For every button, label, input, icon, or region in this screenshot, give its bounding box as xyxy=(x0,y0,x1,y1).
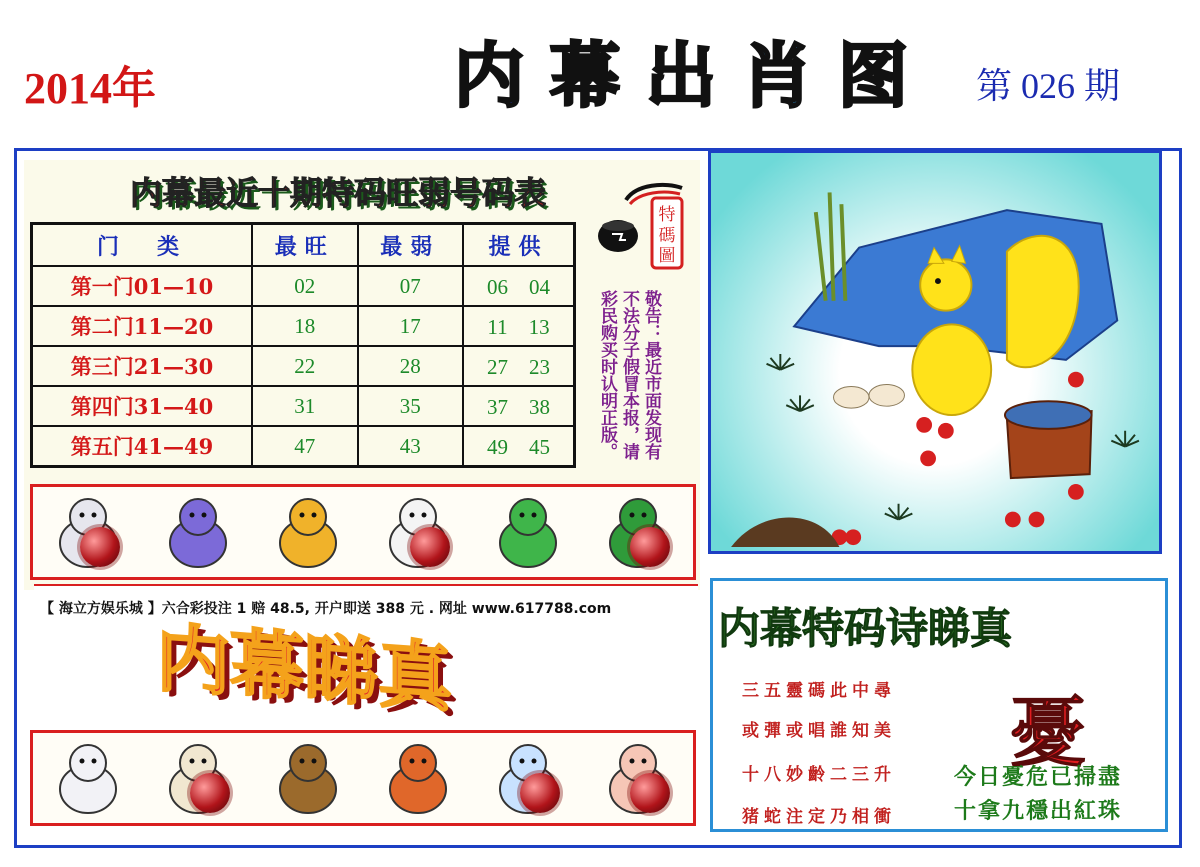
dog-icon xyxy=(478,735,578,821)
basket-water xyxy=(1005,401,1092,429)
squirrel-eye xyxy=(935,278,941,284)
column-header: 提供 xyxy=(463,224,574,267)
ox-icon xyxy=(148,489,248,575)
cold-cell: 17 xyxy=(358,306,464,346)
number-table xyxy=(30,222,576,468)
red-ball-icon xyxy=(80,527,120,567)
cold-cell: 43 xyxy=(358,426,464,467)
table-row xyxy=(32,426,575,467)
zodiac-panel-top xyxy=(30,484,696,580)
red-ball-icon xyxy=(630,527,670,567)
table-title: 内幕最近十期特码旺弱号码表 xyxy=(130,174,547,212)
squirrel-body xyxy=(912,324,991,415)
hot-cell: 47 xyxy=(252,426,358,467)
fruit-shape xyxy=(938,423,954,439)
closing-line: 今日憂危已掃盡 xyxy=(954,764,1123,790)
goat-icon xyxy=(148,735,248,821)
cold-cell: 35 xyxy=(358,386,464,426)
fruit-shape xyxy=(1068,372,1084,388)
row-label: 第二门11—20 xyxy=(32,306,253,346)
egg-shape xyxy=(869,385,904,407)
column-header: 最旺 xyxy=(252,224,358,267)
big-character: 憂 xyxy=(1010,688,1086,777)
notice-text: 敬告：最近市面发现有不法分子假冒本报，请彩民购买时认明正版。 xyxy=(597,290,661,460)
provide-cell: 11 13 xyxy=(463,306,574,346)
hot-cell: 18 xyxy=(252,306,358,346)
fruit-shape xyxy=(845,529,861,545)
row-label: 第五门41—49 xyxy=(32,426,253,467)
table-row xyxy=(32,306,575,346)
monkey-icon xyxy=(258,735,358,821)
squirrel-head xyxy=(920,259,971,310)
ad-text[interactable]: 【 海立方娱乐城 】六合彩投注 1 赔 48.5, 开户即送 388 元 . 网址 www.617788.com xyxy=(40,601,612,617)
pot-logo-icon xyxy=(596,174,688,270)
poem-line: 猪蛇注定乃相衝 xyxy=(742,807,896,827)
horse-icon xyxy=(38,735,138,821)
fruit-shape xyxy=(1029,512,1045,528)
title-char: 肖 xyxy=(742,35,812,117)
poem-line: 三五靈碼此中尋 xyxy=(742,681,896,701)
title-char: 幕 xyxy=(550,35,620,117)
fruit-shape xyxy=(1005,512,1021,528)
red-ball-icon xyxy=(520,773,560,813)
red-ball-icon xyxy=(410,527,450,567)
fruit-shape xyxy=(1068,484,1084,500)
page-title xyxy=(443,34,923,118)
table-row xyxy=(32,266,575,306)
year-label: 2014年 xyxy=(24,64,156,113)
issue-number: 第 026 期 xyxy=(976,66,1121,106)
logo-char: 圖 xyxy=(658,246,676,266)
cold-cell: 07 xyxy=(358,266,464,306)
poem-line: 或彈或唱誰知美 xyxy=(742,721,896,741)
provide-cell: 27 23 xyxy=(463,346,574,386)
egg-shape xyxy=(834,386,869,408)
pig-icon xyxy=(588,735,688,821)
red-ball-icon xyxy=(630,773,670,813)
tiger-icon xyxy=(258,489,358,575)
provide-cell: 06 04 xyxy=(463,266,574,306)
provide-cell: 37 38 xyxy=(463,386,574,426)
column-header: 门 类 xyxy=(32,224,253,267)
column-header: 最弱 xyxy=(358,224,464,267)
provide-cell: 49 45 xyxy=(463,426,574,467)
hot-cell: 31 xyxy=(252,386,358,426)
rooster-icon xyxy=(368,735,468,821)
ad-big-slogan: 内幕睇真 xyxy=(156,615,452,723)
fruit-shape xyxy=(916,417,932,433)
logo-char: 碼 xyxy=(658,226,676,246)
title-char: 内 xyxy=(454,35,524,117)
fruit-shape xyxy=(920,451,936,467)
row-label: 第三门21—30 xyxy=(32,346,253,386)
table-row xyxy=(32,346,575,386)
hot-cell: 22 xyxy=(252,346,358,386)
poem-line: 十八妙齡二三升 xyxy=(742,765,896,785)
rat-icon xyxy=(38,489,138,575)
rabbit-icon xyxy=(368,489,468,575)
row-label: 第一门01—10 xyxy=(32,266,253,306)
cold-cell: 28 xyxy=(358,346,464,386)
squirrel-picture xyxy=(708,150,1162,554)
dragon-icon xyxy=(478,489,578,575)
title-char: 出 xyxy=(646,35,716,117)
table-row xyxy=(32,386,575,426)
logo-char: 特 xyxy=(658,205,676,225)
table-header-row xyxy=(32,224,575,267)
row-label: 第四门31—40 xyxy=(32,386,253,426)
snake-icon xyxy=(588,489,688,575)
hot-cell: 02 xyxy=(252,266,358,306)
zodiac-panel-bottom xyxy=(30,730,696,826)
closing-line: 十拿九穩出紅珠 xyxy=(954,798,1123,824)
red-ball-icon xyxy=(190,773,230,813)
ground-mound xyxy=(731,518,839,548)
poem-title: 内幕特码诗睇真 xyxy=(718,604,1013,653)
title-char: 图 xyxy=(838,35,908,117)
